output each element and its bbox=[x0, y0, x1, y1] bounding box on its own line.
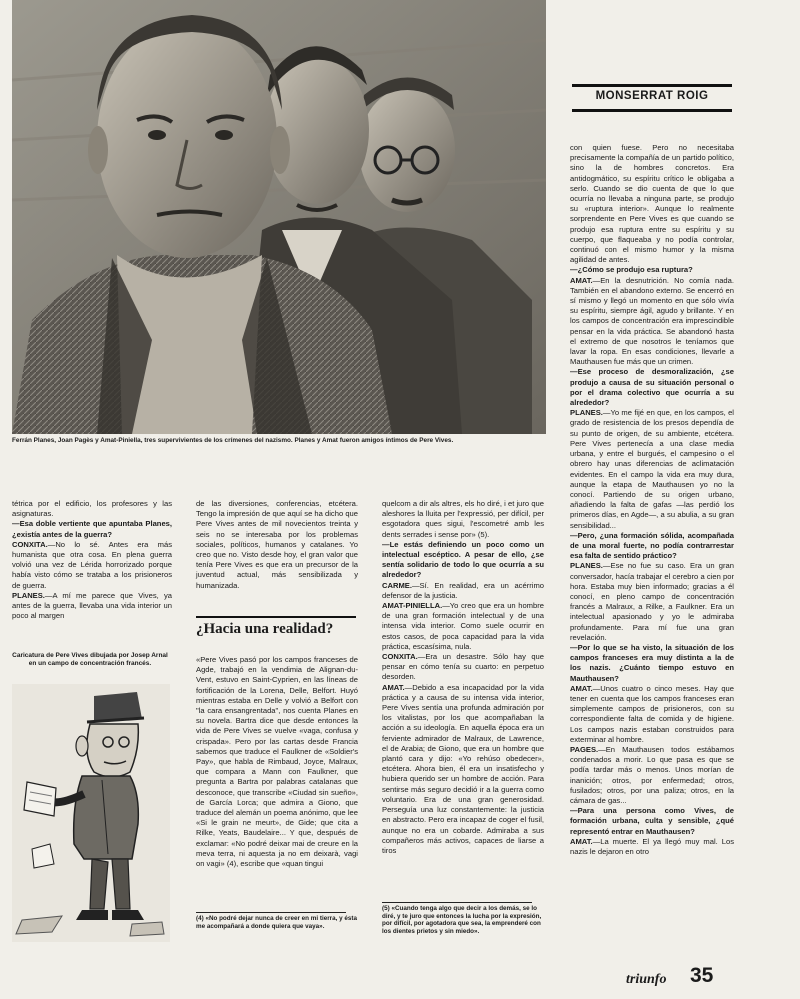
magazine-brand: triunfo bbox=[626, 972, 667, 987]
article-column-3 bbox=[382, 499, 544, 856]
paragraph: PLANES.—A mí me parece que Vives, ya antes de la guerra, llevaba una vida interior un poco al margen bbox=[12, 590, 172, 621]
question: —Pero, ¿una formación sólida, acompañada de una moral fuerte, no podía contrarrestar esa falta de sentido práctico? bbox=[570, 530, 734, 561]
paragraph: PLANES.—Yo me fijé en que, en los campos, el grado de resistencia de los presos dependía de su punto de origen, de su ambiente, etcétera. Pere Vives pertenecía a una clase media urbana, y entre el burgués, el campesino o el obrero hay unas diferencias de aclimatación evidentes. En el campo la vida era muy dura, aunque la etapa de Mauthausen yo no la conocí. Partiendo de su origen urbano, añadiendo la falta de gafas —las perdió los primeros días, en Agde—, a su abulia, a su gran sensibilidad... bbox=[570, 408, 734, 530]
question: —Para una persona como Vives, de formación urbana, culta y sensible, ¿qué representó entrar en Mauthausen? bbox=[570, 806, 734, 836]
subheading-rule bbox=[196, 616, 356, 618]
speaker-name: CONXITA. bbox=[12, 539, 48, 549]
survivors-photo-illustration bbox=[12, 0, 546, 434]
speaker-name: CONXITA. bbox=[382, 652, 418, 662]
article-column-1 bbox=[12, 499, 172, 621]
paragraph: de las diversiones, conferencias, etcétera. Tengo la impresión de que aquí se ha dicho que Pere Vives antes de mil novecientos treinta y seis no se interesaba por los problemas sociales, políticos, humanos y catalanes. Yo creo que no. Visto desde hoy, el gran valor que tenía Pere Vives es que era un precursor de la juventud actual, más sensibilizada y humanizada. bbox=[196, 499, 358, 590]
paragraph: CONXITA.—No lo sé. Antes era más humanista que otra cosa. En plena guerra volvió una vez de Lérida horrorizado porque había visto cómo se trataba a los prisioneros de guerra. bbox=[12, 539, 172, 590]
byline-box bbox=[572, 84, 732, 112]
speaker-name: PLANES. bbox=[570, 561, 603, 571]
question: —¿Cómo se produjo esa ruptura? bbox=[570, 265, 693, 275]
photo-caption: Ferrán Planes, Joan Pagès y Amat-Piniella, tres supervivientes de los crímenes del nazismo. Planes y Amat fueron amigos íntimos de Pere Vives. bbox=[12, 437, 454, 444]
speaker-name: CARME. bbox=[382, 580, 412, 590]
speaker-name: PAGES. bbox=[570, 744, 599, 754]
footnote-4: (4) «No podré dejar nunca de creer en mi tierra, y ésta me acompañará a donde quiera que vaya». bbox=[196, 915, 357, 930]
paragraph: CARME.—Sí. En realidad, era un acérrimo defensor de la justicia. bbox=[382, 580, 544, 600]
paragraph: «Pere Vives pasó por los campos franceses de Agde, trabajó en la vendimia de Alignan-du-Vent, estuvo en Saint-Cyprien, en las líneas de fortificación de la Lorena, Delle, Belfort. Huyó mientras estaba en Delle y volvió a Belfort con "la cara ensangrentada", nos cuenta Planes en su novela. Bartra dice que desde entonces la vida de Pere Vives se vuelve «vaga, confusa y crispada». Pero por las cartas desde Francia sabemos que traduce el Faulkner de «Soldier's Pay», que habla de Rimbaud, Joyce, Malraux, que compara a Mann con Faulkner, que pregunta a Bartra por palabras catalanas que desconoce, que transcribe «Ciudad sin sueño», de García Lorca; que admira a Giono, que traduce del alemán un poema anónimo, que lee «Si le grain ne meurt», de Gide; que cita a Rilke, Yeats, Baudelaire... Y que, después de exclamar: «No podré deixar mai de creure en la meva terra, ni aquesta ja no em deixarà, vagi on vagi» (4), escribe que «quan tingui bbox=[196, 655, 358, 869]
paragraph: AMAT-PINIELLA.—Yo creo que era un hombre de una gran formación intelectual y de una intensa vida interior. Como suele ocurrir en estos casos, de poca capacidad para la vida práctica, escasísima, nula. bbox=[382, 601, 544, 651]
cartoon-caption: Caricatura de Pere Vives dibujada por Josep Arnal en un campo de concentración francés. bbox=[12, 652, 168, 667]
paragraph: PAGES.—En Mauthausen todos estábamos condenados a morir. Lo que pasa es que se podía tardar más o menos. Unos morían de inanición; otros, por enfermedad; otros, fusilados; otros, por una paliza; otros, en la cámara de gas... bbox=[570, 744, 734, 805]
article-column-4 bbox=[570, 143, 734, 857]
footnote-rule bbox=[382, 902, 532, 903]
speaker-name: AMAT-PINIELLA. bbox=[382, 601, 443, 611]
footnote-5: (5) «Cuando tenga algo que decir a los demás, se lo diré, y te juro que entonces la lucha por la expresión, por difícil, por agotadora que sea, la emprenderé con los dientes prietos y sin miedo». bbox=[382, 905, 542, 935]
paragraph: tétrica por el edificio, los profesores y las asignaturas. bbox=[12, 499, 172, 519]
question: —Ese proceso de desmoralización, ¿se produjo a causa de su situación personal o por el drama colectivo que ocurría a su alrededor? bbox=[570, 367, 734, 408]
paragraph: AMAT.—Unos cuatro o cinco meses. Hay que tener en cuenta que los campos franceses eran simplemente campos de prisioneros, con su correspondiente falta de comida y de higiene. Los campos nazis estaban construidos para exterminar al hombre. bbox=[570, 683, 734, 744]
paragraph: PLANES.—Ese no fue su caso. Era un gran conversador, hacía trabajar el cerebro a cien por hora. Estaba muy bien informado; gracias a él conocí, en pleno campo de concentración francés a Malraux, a Rilke, a Faulkner. Era un intelectual apasionado y yo le admiraba profundamente. Para mí fue una gran revelación. bbox=[570, 561, 734, 642]
paragraph: con quien fuese. Pero no necesitaba precisamente la compañía de un partido político, sino la de hombres concretos. Era antidogmático, su espíritu crítico le obligaba a serlo. Cuando se dio cuenta de que lo que ocurría no llevaba a ninguna parte, se produjo su «ruptura interior». Aunque lo realmente sorprendente en Pere Vives es que cuando se produjo esa ruptura entre su espíritu y su cuerpo, que flaqueaba y no podía controlar, continuó con el mismo humor y la misma agilidad de antes. bbox=[570, 143, 734, 265]
author-byline: MONSERRAT ROIG bbox=[595, 90, 709, 102]
article-column-2-continued bbox=[196, 655, 358, 869]
paragraph: quelcom a dir als altres, els ho diré, i et juro que aleshores la lluita per l'expressió, per difícil, per esgotadora ques sigui, l'escometré amb les dents serrades i sense por» (5). bbox=[382, 499, 544, 539]
question: —Le estás definiendo un poco como un intelectual escéptico. A pesar de ello, ¿se sentía solidario de todo lo que ocurría a su alrededor? bbox=[382, 539, 544, 580]
paragraph: AMAT.—Debido a esa incapacidad por la vida práctica y a causa de su intensa vida interior, Pere Vives sentía una profunda admiración por los vitalistas, por los que acompañaban la acción a su ideología. En aquella época era un ferviente admirador de Malraux, de Lawrence, el de Arabia; de Giono, que era un hombre que plantó cara y dijo: «Yo rehúso obedecer», etcétera. Ahora bien, él era un insatisfecho y hubiera querido ser un hombre de acción. Para sentirse más seguro decidió ir a la guerra como voluntario. Era de una gran generosidad. Perseguía una luz constantemente: la justicia en abstracto. Pero era incapaz de coger el fusil, aunque no era un cobarde. Admiraba a sus compañeros más activos, capaces de liarse a tiros bbox=[382, 682, 544, 855]
speaker-name: PLANES. bbox=[570, 408, 603, 418]
subheading: ¿Hacia una realidad? bbox=[196, 621, 334, 637]
paragraph: AMAT.—La muerte. El ya llegó muy mal. Los nazis le dejaron en otro bbox=[570, 836, 734, 857]
survivors-photo bbox=[12, 0, 546, 434]
speaker-name: AMAT. bbox=[382, 682, 405, 692]
question: —Por lo que se ha visto, la situación de los campos franceses era muy distinta a la de los nazis. ¿Cuánto tiempo estuvo en Mauthausen? bbox=[570, 642, 734, 683]
caricature-drawing bbox=[12, 684, 170, 942]
speaker-name: AMAT. bbox=[570, 683, 593, 693]
question: —Esa doble vertiente que apuntaba Planes, ¿existía antes de la guerra? bbox=[12, 519, 172, 539]
speaker-name: AMAT. bbox=[570, 836, 593, 846]
article-column-2 bbox=[196, 499, 358, 591]
speaker-name: AMAT. bbox=[570, 275, 593, 285]
speaker-name: PLANES. bbox=[12, 590, 45, 600]
paragraph: AMAT.—En la desnutrición. No comía nada. También en el abandono externo. Se encerró en sí mismo y llegó un momento en que sólo vivía su espíritu, siempre ágil, agudo y brillante. Y en los campos de concentración era imprescindible pensar en la vida práctica. Se abandonó hasta el extremo de que nosotros le teníamos que lavar la ropa. En esas condiciones, llevarle a Mauthausen fue más que un crimen. bbox=[570, 275, 734, 367]
paragraph: CONXITA.—Era un desastre. Sólo hay que pensar en cómo tenía su cuarto: en perpetuo desorden. bbox=[382, 652, 544, 682]
page-number: 35 bbox=[690, 964, 714, 987]
pere-vives-caricature bbox=[12, 684, 170, 942]
footnote-rule bbox=[196, 912, 346, 913]
